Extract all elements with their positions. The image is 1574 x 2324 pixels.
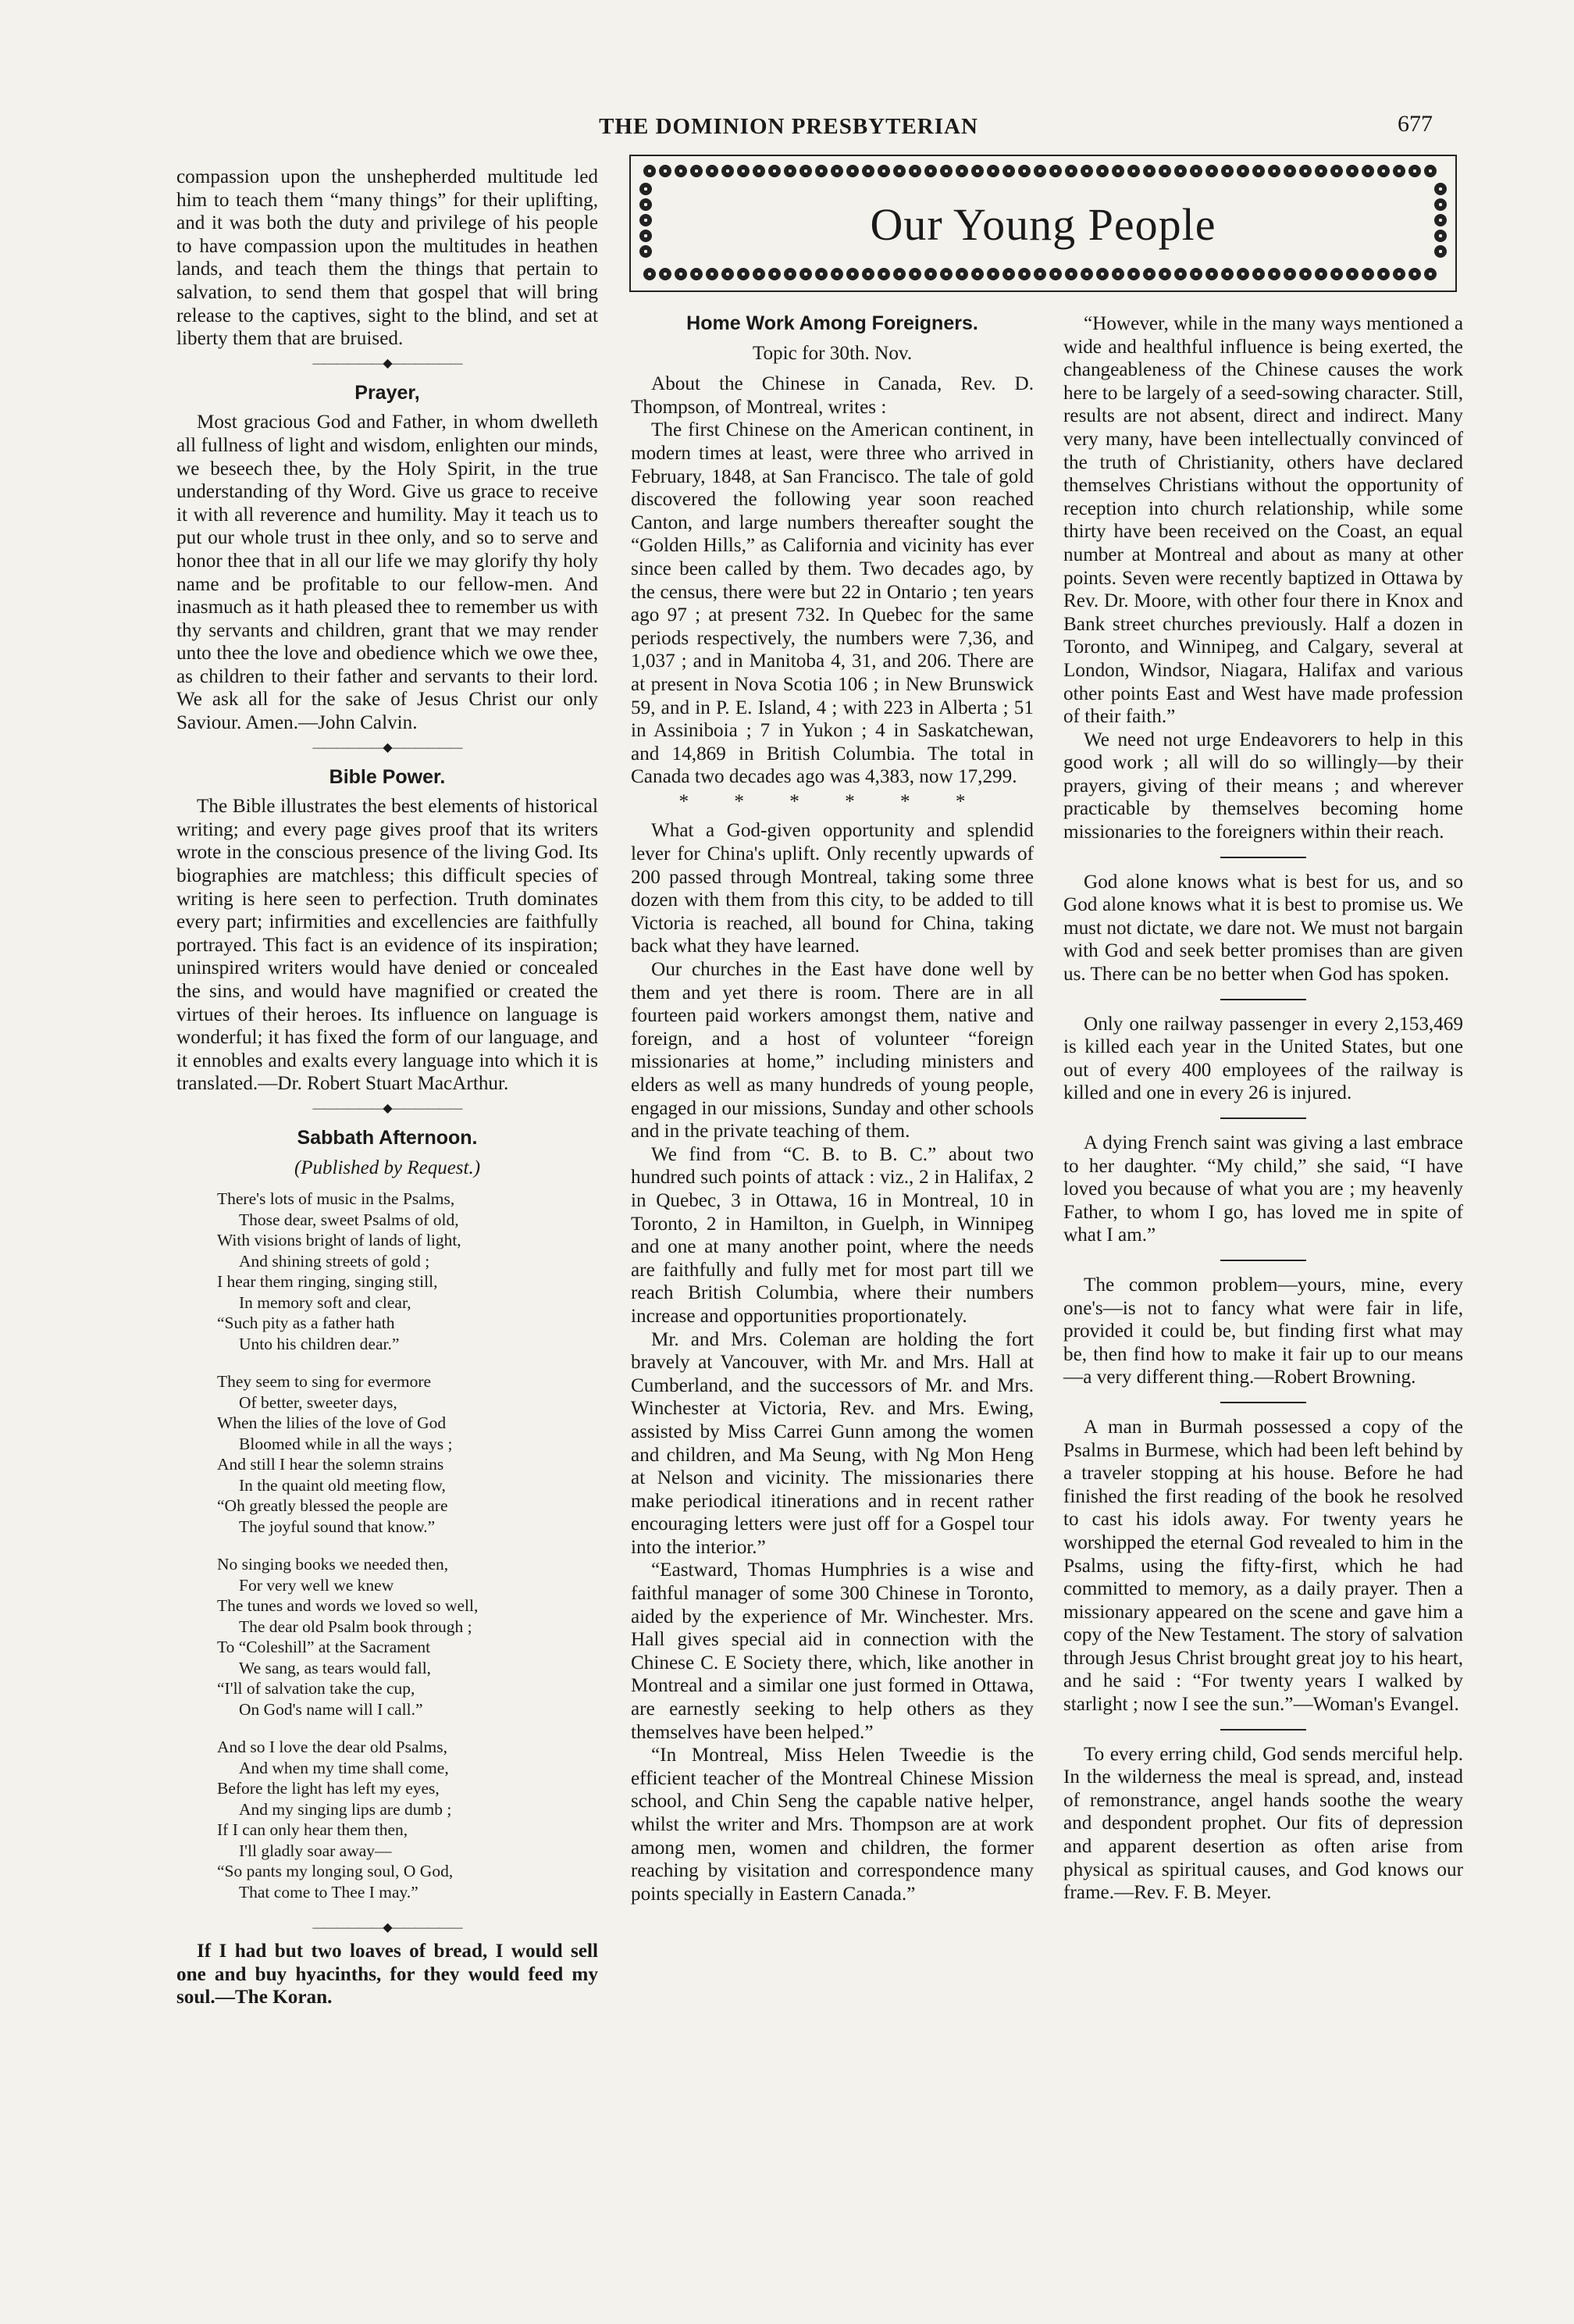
short-rule [1220, 1117, 1306, 1119]
bead-ornament [1408, 165, 1421, 177]
bead-ornament [1049, 268, 1062, 280]
item-paragraph: A dying French saint was giving a last embrace to her daughter. “My child,” she said, “I have loved you because of what you are ; my heavenly Father, to whom I go, has loved me in spite of what I am.” [1063, 1132, 1463, 1246]
poem-line: The dear old Psalm book through ; [239, 1616, 472, 1636]
bead-ornament [1096, 165, 1109, 177]
bead-border-top [642, 162, 1444, 181]
bead-ornament [706, 165, 718, 177]
bead-ornament [878, 165, 890, 177]
bead-ornament [815, 268, 828, 280]
bead-ornament [1330, 268, 1343, 280]
poem-stanza [217, 1189, 598, 1354]
bead-ornament [799, 268, 812, 280]
masthead-title: THE DOMINION PRESBYTERIAN [599, 114, 978, 139]
poem-line: And still I hear the solemn strains [217, 1455, 444, 1474]
bead-ornament [1034, 165, 1046, 177]
poem-stanza [217, 1554, 598, 1720]
poem-line: That come to Thee I may.” [239, 1882, 418, 1902]
bead-ornament [1252, 268, 1265, 280]
article-paragraph: About the Chinese in Canada, Rev. D. Thompson, of Montreal, writes : [631, 373, 1034, 418]
bead-ornament [1174, 268, 1187, 280]
bead-ornament [1268, 268, 1280, 280]
bead-ornament [1096, 268, 1109, 280]
bead-ornament [737, 268, 750, 280]
sabbath-poem [176, 1189, 598, 1902]
item-paragraph: Only one railway passenger in every 2,153,469 is killed each year in the United States, but one out of every 400 employees of the railway is killed and one in every 26 is injured. [1063, 1013, 1463, 1104]
bead-ornament [1252, 165, 1265, 177]
bible-power-heading: Bible Power. [329, 765, 446, 788]
poem-line: Those dear, sweet Psalms of old, [239, 1210, 459, 1229]
bead-ornament [1002, 268, 1015, 280]
bead-ornament [956, 268, 968, 280]
intro-paragraph: compassion upon the unshepherded multitude led him to teach them “many things” for their uplifting, and it was both the duty and privilege of his people to have compassion upon the multitudes in heathen lands, and teach them the things that pertain to salvation, to send them that gospel that will bring release to the captives, sight to the blind, and set at liberty them that are bruised. [176, 166, 598, 350]
bead-ornament [659, 268, 671, 280]
bead-ornament [690, 268, 703, 280]
poem-line: No singing books we needed then, [217, 1555, 449, 1574]
bead-ornament [1127, 165, 1140, 177]
short-rule [1220, 1260, 1306, 1261]
bead-ornament [675, 268, 687, 280]
bead-ornament [940, 268, 953, 280]
ornament-divider: ——————◆—————— [312, 356, 462, 370]
bead-ornament [846, 165, 859, 177]
bead-ornament [909, 165, 921, 177]
bead-ornament [909, 268, 921, 280]
bead-ornament [831, 268, 843, 280]
bead-ornament [1377, 165, 1390, 177]
item-paragraph: A man in Burmah possessed a copy of the Psalms in Burmese, which had been left behind by a traveler stopping at his house. Before he had finished the first reading of the book he resolved to cast his idols away. For twenty years he worshipped the eternal God revealed to him in the Psalms, using the fifty-first, which he had committed to memory, as a daily prayer. Then a missionary appeared on the scene and gave him a copy of the New Testament. The story of salvation through Jesus Christ brought great joy to his heart, and he said : “For twenty years I walked by starlight ; now I see the sun.”—Woman's Evangel. [1063, 1416, 1463, 1716]
bead-ornament [846, 268, 859, 280]
bead-ornament [1346, 165, 1359, 177]
bead-ornament [1268, 165, 1280, 177]
section-banner [629, 155, 1457, 292]
poem-line: With visions bright of lands of light, [217, 1231, 461, 1250]
poem-line: “I'll of salvation take the cup, [217, 1679, 415, 1698]
bead-ornament [1284, 165, 1296, 177]
poem-line: Of better, sweeter days, [239, 1392, 397, 1412]
article-paragraph: Our churches in the East have done well by them and yet there is room. There are in all fourteen paid workers amongst them, native and foreign, and a host of volunteer “foreign missionaries at home,” including ministers and elders as well as many hundreds of young people, engaged in our missions, Sunday and other schools and in the private teaching of them. [631, 959, 1034, 1142]
poem-line: “So pants my longing soul, O God, [217, 1862, 454, 1881]
poem-line: For very well we knew [239, 1575, 394, 1595]
bead-ornament [1408, 268, 1421, 280]
bead-ornament [1143, 268, 1156, 280]
item-paragraph: The common problem—yours, mine, every one's—is not to fancy what were fair in life, provided it could be, but finding first what may be, then find how to make it fair up to our means—a very different thing.—Robert Browning. [1063, 1274, 1463, 1388]
sabbath-subtitle: (Published by Request.) [294, 1157, 481, 1178]
poem-line: Before the light has left my eyes, [217, 1779, 440, 1798]
bead-ornament [1065, 268, 1077, 280]
stars-separator: * * * * * * [678, 790, 986, 812]
bead-ornament [675, 165, 687, 177]
bead-ornament [1315, 268, 1327, 280]
bead-ornament [1205, 165, 1218, 177]
poem-line: In memory soft and clear, [239, 1292, 411, 1312]
bead-ornament [924, 268, 937, 280]
bead-ornament [815, 165, 828, 177]
article-paragraph: “Eastward, Thomas Humphries is a wise and faithful manager of some 300 Chinese in Toronto, aided by the experience of Mr. Winchester. Mrs. Hall gives special aid in connection with the Chinese C. E Society there, which, like another in Montreal and a similar one just formed in Ottawa, are earnestly seeking to help others as they themselves have been helped.” [631, 1559, 1034, 1743]
bead-ornament [1237, 165, 1249, 177]
poem-line: And shining streets of gold ; [239, 1251, 430, 1271]
prayer-body: Most gracious God and Father, in whom dwelleth all fullness of light and wisdom, enlighten our minds, we beseech thee, by the Holy Spirit, in the true understanding of thy Word. Give us grace to receive it with all reverence and humility. May it teach us to put our whole trust in thee only, and so to serve and honor thee that in all our life we may glorify thy holy name and be profitable to our fellow-men. And inasmuch as it hath pleased thee to remember us with thy servants and children, grant that we may render unto thee the love and obedience which we owe thee, as children to their father and servants to their lord. We ask all for the sake of Jesus Christ our only Saviour. Amen.—John Calvin. [176, 412, 598, 734]
poem-line: We sang, as tears would fall, [239, 1658, 432, 1677]
poem-line: Bloomed while in all the ways ; [239, 1434, 453, 1453]
sabbath-heading: Sabbath Afternoon. [297, 1126, 478, 1149]
short-rule [1220, 999, 1306, 1000]
right-column [1063, 312, 1463, 1905]
ornament-divider: ——————◆—————— [312, 1101, 462, 1115]
bead-ornament [1299, 268, 1312, 280]
poem-line: I hear them ringing, singing still, [217, 1272, 438, 1292]
poem-stanza [217, 1737, 598, 1902]
bible-power-body: The Bible illustrates the best elements of historical writing; and every page gives proof that its writers wrote in the conscious presence of the living God. Its biographies are matchless; this difficult species of writing is here seen to perfection. Truth dominates every part; infirmities and excellencies are faithfully portrayed. This fact is an evidence of its inspiration; uninspired writers would have denied or concealed the sins, and would have magnified or created the virtues of their heroes. Its influence on language is wonderful; it has fixed the form of our language, and it ennobles and exalts every language into which it is translated.—Dr. Robert Stuart MacArthur. [176, 796, 598, 1095]
bead-ornament [1221, 268, 1234, 280]
poem-line: On God's name will I call.” [239, 1699, 423, 1719]
bead-ornament [878, 268, 890, 280]
poem-line: “Such pity as a father hath [217, 1313, 395, 1333]
bead-ornament [1018, 165, 1031, 177]
page-number: 677 [1398, 111, 1433, 137]
poem-line: I'll gladly soar away— [239, 1841, 392, 1860]
bead-ornament [690, 165, 703, 177]
poem-line: Unto his children dear.” [239, 1334, 400, 1353]
short-rule [1220, 1402, 1306, 1403]
ornament-divider: ——————◆—————— [312, 740, 462, 754]
bead-ornament [924, 165, 937, 177]
bead-border-bottom [642, 266, 1444, 284]
poem-line: And when my time shall come, [239, 1758, 449, 1777]
bead-ornament [737, 165, 750, 177]
article-paragraph: Mr. and Mrs. Coleman are holding the fort bravely at Vancouver, with Mr. and Mrs. Hall at Cumberland, and the successors of Mr. and Mrs. Winchester at Victoria, Rev. and Mrs. Ewing, assisted by Miss Carrei Gunn among the women and children, and Ma Seung, with Ng Mon Heng at Nelson and vicinity. The missionaries there make periodical itinerations and in recent rather encouraging letters were just off for a Gospel tour into the interior.” [631, 1328, 1034, 1558]
topic-line: Topic for 30th. Nov. [752, 342, 913, 364]
bead-ornament [987, 165, 999, 177]
bead-ornament [1284, 268, 1296, 280]
bead-ornament [1377, 268, 1390, 280]
item-paragraph: God alone knows what is best for us, and so God alone knows what it is best to promise us. We must not dictate, we dare not. We must not bargain with God and seek better promises than are given us. There can be no better when God has spoken. [1063, 871, 1463, 986]
bead-ornament [971, 268, 984, 280]
article-paragraph: “In Montreal, Miss Helen Tweedie is the efficient teacher of the Montreal Chinese Mission school, and Chin Seng the capable native helper, whilst the writer and Mrs. Thompson are at work among men, women and children, the former reaching by visitation and correspondence many points specially in Eastern Canada.” [631, 1745, 1034, 1905]
bead-ornament [1034, 268, 1046, 280]
bead-ornament [1315, 165, 1327, 177]
section-title: Our Young People [870, 199, 1216, 250]
short-rule [1220, 857, 1306, 858]
prayer-heading: Prayer, [354, 381, 420, 404]
poem-line: They seem to sing for evermore [217, 1372, 432, 1392]
bead-ornament [639, 183, 652, 195]
article-paragraph: We find from “C. B. to B. C.” about two hundred such points of attack : viz., 2 in Halifax, 2 in Quebec, 3 in Ottawa, 16 in Montreal, 10 in Toronto, 2 in Hamilton, in Guelph, in Winnipeg and one at many another point, where the needs are faithfully and fully met for most part till we reach British Columbia, where their numbers increase and opportunities proportionately. [631, 1143, 1034, 1327]
bead-ornament [768, 165, 781, 177]
bead-ornament [940, 165, 953, 177]
bead-ornament [1299, 165, 1312, 177]
poem-line: There's lots of music in the Psalms, [217, 1189, 455, 1209]
bead-ornament [1221, 165, 1234, 177]
bead-ornament [1190, 165, 1202, 177]
poem-line: When the lilies of the love of God [217, 1413, 447, 1433]
bead-ornament [1393, 165, 1405, 177]
ornament-divider: ——————◆—————— [312, 1921, 462, 1935]
bead-ornament [862, 268, 874, 280]
bead-ornament [971, 165, 984, 177]
bead-ornament [1112, 165, 1124, 177]
bead-ornament [1237, 268, 1249, 280]
bead-ornament [893, 165, 906, 177]
bead-ornament [1330, 165, 1343, 177]
bead-ornament [1362, 268, 1374, 280]
bead-ornament [987, 268, 999, 280]
bead-ornament [956, 165, 968, 177]
bead-ornament [831, 165, 843, 177]
poem-line: The joyful sound that know.” [239, 1517, 436, 1536]
bead-ornament [1190, 268, 1202, 280]
bead-ornament [643, 165, 656, 177]
poem-line: And my singing lips are dumb ; [239, 1799, 452, 1819]
bead-ornament [1424, 268, 1437, 280]
article-paragraph: The first Chinese on the American continent, in modern times at least, were three who arrived in February, 1848, at San Francisco. The tale of gold discovered the following year soon reached Canton, and large numbers thereafter sought the “Golden Hills,” as California and vicinity has ever since been called by them. Two decades ago, by the census, there were but 22 in Ontario ; ten years ago 97 ; at present 732. In Quebec for the same periods respectively, the numbers were 7,36, and 1,037 ; and in Manitoba 4, 31, and 206. There are at present in Nova Scotia 106 ; in New Brunswick 59, and in P. E. Island, 4 ; with 223 in Alberta ; 51 in Assiniboia ; 7 in Yukon ; 4 in Saskatchewan, and 14,869 in British Columbia. The total in Canada two decades ago was 4,383, now 17,299. [631, 419, 1034, 788]
bead-ornament [1424, 165, 1437, 177]
left-column [176, 166, 598, 2009]
bead-ornament [1018, 268, 1031, 280]
bead-ornament [1127, 268, 1140, 280]
bead-ornament [1393, 268, 1405, 280]
article-paragraph: “However, while in the many ways mentioned a wide and healthful influence is being exerted, the changeableness of the Chinese causes the work here to be largely of a seed-sowing character. Still, results are not absent, direct and indirect. Many very many, have been intellectually convinced of the truth of Christianity, others have declared themselves Christians without the opportunity of reception into church relationship, while some thirty have been received on the Coast, an equal number at Montreal and about as many at other points. Seven were recently baptized in Ottawa by Rev. Dr. Moore, with other four there in Knox and Bank street churches previously. Half a dozen in Toronto, and Winnipeg, and Calgary, several at London, Windsor, Niagara, Halifax and various other points East and West have made profession of their faith.” [1063, 313, 1463, 728]
bead-ornament [721, 165, 734, 177]
item-paragraph: To every erring child, God sends merciful help. In the wilderness the meal is spread, and, instead of remonstrance, angel hands soothe the weary and despondent prophet. Our fits of depression and apparent desertion as often arise from physical as spiritual causes, and God knows our frame.—Rev. F. B. Meyer. [1063, 1743, 1463, 1904]
bead-ornament [1174, 165, 1187, 177]
bead-ornament [1159, 268, 1171, 280]
bead-ornament [1346, 268, 1359, 280]
bead-ornament [784, 165, 796, 177]
bead-ornament [659, 165, 671, 177]
bead-ornament [1081, 165, 1093, 177]
poem-stanza [217, 1371, 598, 1537]
article-paragraph: What a God-given opportunity and splendid lever for China's uplift. Only recently upwards of 200 passed through Montreal, taking some three dozen with them from this city, to be added to till Victoria is reached, all bound for China, taking back what they have learned. [631, 820, 1034, 957]
bead-ornament [706, 268, 718, 280]
poem-line: If I can only hear them then, [217, 1820, 408, 1840]
poem-line: In the quaint old meeting flow, [239, 1475, 446, 1495]
bead-ornament [768, 268, 781, 280]
bead-ornament [893, 268, 906, 280]
bead-ornament [1434, 183, 1447, 195]
article-paragraph: We need not urge Endeavorers to help in this good work ; all will do so willingly—by their prayers, giving of their means ; and wherever practicable by themselves becoming home missionaries to the foreigners within their reach. [1063, 729, 1463, 843]
bead-ornament [1205, 268, 1218, 280]
poem-line: “Oh greatly blessed the people are [217, 1496, 448, 1516]
bead-ornament [721, 268, 734, 280]
poem-line: The tunes and words we loved so well, [217, 1596, 479, 1616]
poem-line: And so I love the dear old Psalms, [217, 1738, 447, 1757]
koran-quote: If I had but two loaves of bread, I would sell one and buy hyacinths, for they would feed my soul.—The Koran. [176, 1941, 598, 2009]
bead-ornament [862, 165, 874, 177]
bead-ornament [643, 268, 656, 280]
bead-ornament [753, 165, 765, 177]
poem-line: To “Coleshill” at the Sacrament [217, 1638, 431, 1657]
bead-ornament [1081, 268, 1093, 280]
bead-ornament [1002, 165, 1015, 177]
bead-ornament [799, 165, 812, 177]
bead-ornament [1159, 165, 1171, 177]
bead-ornament [784, 268, 796, 280]
middle-column [631, 312, 1034, 1905]
bead-ornament [1143, 165, 1156, 177]
bead-ornament [1049, 165, 1062, 177]
bead-ornament [753, 268, 765, 280]
article-heading: Home Work Among Foreigners. [686, 312, 978, 334]
bead-ornament [1065, 165, 1077, 177]
short-rule [1220, 1729, 1306, 1731]
bead-ornament [1362, 165, 1374, 177]
bead-ornament [1112, 268, 1124, 280]
